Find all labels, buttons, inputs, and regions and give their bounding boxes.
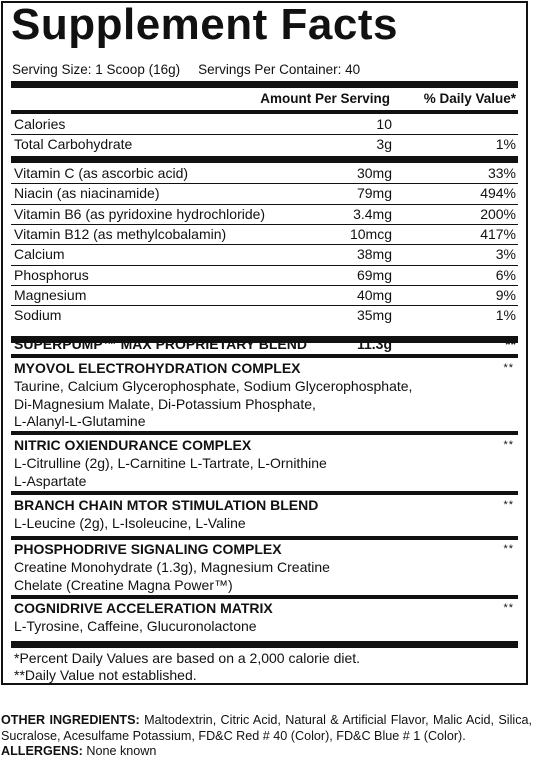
nutrient-amount: 69mg [356,266,392,283]
nutrient-dv: 1% [495,307,516,324]
footnote-dv-not-established: **Daily Value not established. [14,667,197,683]
nutrient-row [11,285,518,305]
proprietary-blend-row [11,334,518,354]
divider-thick [11,156,518,163]
blend-line: L-Tyrosine, Caffeine, Glucuronolactone [14,618,257,634]
blend-line: Creatine Monohydrate (1.3g), Magnesium Creatine [14,559,330,575]
header-dv: % Daily Value* [423,91,516,106]
blend-dv: ** [503,362,514,374]
allergens-label: ALLERGENS: [1,744,83,758]
nutrient-name: Calcium [14,246,65,263]
blend-ingredients [14,378,434,431]
blend-title: NITRIC OXIENDURANCE COMPLEX [14,437,252,453]
blend-dv: ** [503,543,514,555]
nutrient-row-calories [11,114,518,134]
proprietary-amount: 11.3g [356,336,392,352]
nutrient-row [11,244,518,264]
nutrient-row [11,224,518,244]
other-ingredients-text: Maltodextrin, Citric Acid, Natural & Artificial Flavor, Malic Acid, Silica, Sucralose, Acesulfame Potassium, FD&C Red # 40 (Color), FD&C Blue # 1 (Color). [1,713,532,743]
blend-line: Taurine, Calcium Glycerophosphate, Sodium Glycerophosphate, [14,378,413,394]
blend-line: Di-Magnesium Malate, Di-Potassium Phosphate, [14,395,316,412]
divider-thick [11,81,518,88]
proprietary-name: SUPERPUMP™ MAX PROPRIETARY BLEND [14,336,307,352]
divider-med [11,536,518,540]
blend-line: L-Leucine (2g), L-Isoleucine, L-Valine [14,515,246,531]
blend-title: BRANCH CHAIN MTOR STIMULATION BLEND [14,497,319,513]
nutrient-dv: 6% [495,266,516,283]
blend-line: Chelate (Creatine Magna Power™) [14,576,233,593]
blend-ingredients [14,618,434,636]
blend-ingredients [14,455,434,490]
blend-line: L-Aspartate [14,472,87,489]
nutrient-row [11,265,518,285]
panel-title: Supplement Facts [11,0,398,49]
nutrient-amount: 35mg [356,307,392,324]
divider-med [11,354,518,358]
nutrient-row-carbohydrate [11,134,518,154]
nutrient-name: Vitamin C (as ascorbic acid) [14,165,189,181]
nutrient-amount: 10 [376,116,392,132]
blend-ingredients [14,559,434,594]
header-amount: Amount Per Serving [260,91,390,106]
nutrient-name: Calories [14,116,66,132]
nutrient-dv: 200% [480,205,516,222]
nutrient-dv: 3% [495,246,516,263]
nutrient-dv: 494% [480,185,516,202]
blend-title: MYOVOL ELECTROHYDRATION COMPLEX [14,360,301,376]
serving-size: Serving Size: 1 Scoop (16g) [12,62,181,77]
nutrient-dv: 33% [487,165,516,181]
nutrient-dv: 9% [495,286,516,303]
blend-title: PHOSPHODRIVE SIGNALING COMPLEX [14,541,282,557]
blend-dv: ** [503,439,514,451]
blend-line: L-Citrulline (2g), L-Carnitine L-Tartrate, L-Ornithine [14,455,327,471]
nutrient-name: Sodium [14,307,62,324]
divider-med [11,595,518,599]
nutrient-dv: 417% [480,225,516,242]
nutrient-name: Niacin (as niacinamide) [14,185,160,202]
nutrient-row [11,204,518,224]
nutrient-amount: 79mg [356,185,392,202]
nutrient-amount: 38mg [356,246,392,263]
divider-thick [11,641,518,648]
nutrient-name: Magnesium [14,286,87,303]
proprietary-dv: ** [505,336,516,352]
nutrient-amount: 3g [376,136,392,152]
allergens [1,744,156,758]
nutrient-dv: 1% [495,136,516,152]
nutrient-row [11,163,518,183]
nutrient-row [11,305,518,325]
blend-dv: ** [503,602,514,614]
serving-info [12,62,378,77]
nutrient-amount: 30mg [356,165,392,181]
nutrient-name: Total Carbohydrate [14,136,133,152]
blend-title: COGNIDRIVE ACCELERATION MATRIX [14,600,273,616]
allergens-text: None known [82,744,157,758]
divider-med [11,491,518,495]
nutrient-amount: 40mg [356,286,392,303]
footnote-percent-dv: *Percent Daily Values are based on a 2,000 calorie diet. [14,650,361,666]
nutrient-row [11,183,518,203]
blend-dv: ** [503,499,514,511]
servings-per-container: Servings Per Container: 40 [198,62,361,77]
divider-med [11,431,518,435]
nutrient-name: Phosphorus [14,266,89,283]
nutrient-name: Vitamin B6 (as pyridoxine hydrochloride) [14,205,266,222]
supplement-facts-panel [1,1,528,685]
other-ingredients [1,713,532,744]
nutrient-amount: 10mcg [349,225,392,242]
nutrient-amount: 3.4mg [353,205,392,222]
blend-ingredients [14,515,434,533]
other-ingredients-label: OTHER INGREDIENTS: [1,713,140,727]
nutrient-name: Vitamin B12 (as methylcobalamin) [14,225,227,242]
blend-line: L-Alanyl-L-Glutamine [14,413,146,429]
